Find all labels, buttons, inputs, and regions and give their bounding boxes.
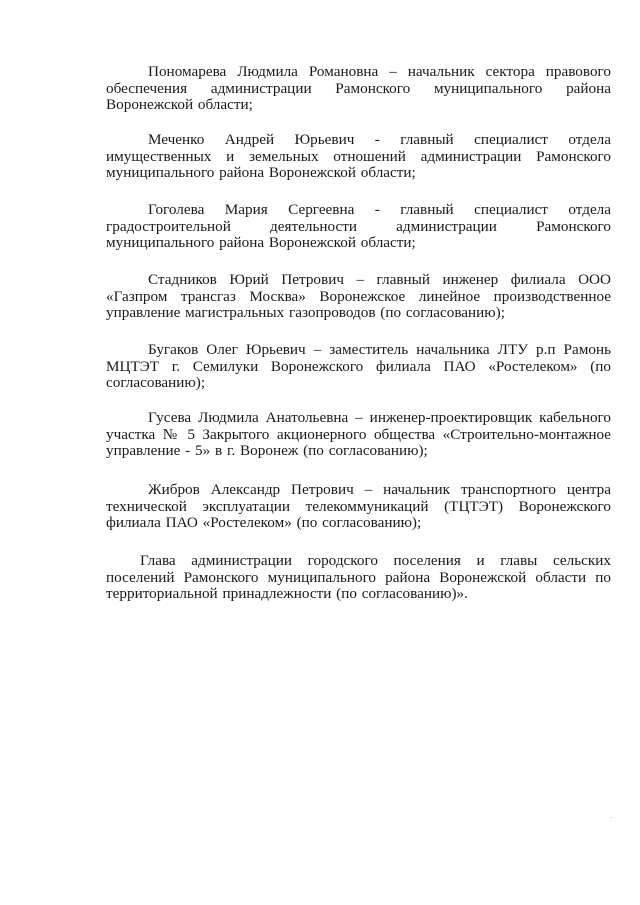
member-stadnikov: Стадников Юрий Петрович – главный инженер филиала ООО «Газпром трансгаз Москва» Воронежское линейное производственное управление магистральных газопроводов (по согласованию); [106, 271, 611, 321]
scan-artifact-dot [611, 817, 612, 818]
member-guseva: Гусева Людмила Анатольевна – инженер-проектировщик кабельного участка № 5 Закрытого акционерного общества «Строительно-монтажное управление - 5» в г. Воронеж (по согласованию); [106, 409, 611, 459]
member-mechenko: Меченко Андрей Юрьевич - главный специалист отдела имущественных и земельных отношений администрации Рамонского муниципального района Воронежской области; [106, 131, 611, 181]
member-ponomareva: Пономарева Людмила Романовна – начальник сектора правового обеспечения администрации Рамонского муниципального района Воронежской области; [106, 63, 611, 113]
member-settlement-heads: Глава администрации городского поселения и главы сельских поселений Рамонского муниципального района Воронежской области по территориальной принадлежности (по согласованию)». [106, 552, 611, 602]
member-gogoleva: Гоголева Мария Сергеевна - главный специалист отдела градостроительной деятельности администрации Рамонского муниципального района Воронежской области; [106, 201, 611, 251]
member-bugakov: Бугаков Олег Юрьевич – заместитель начальника ЛТУ р.п Рамонь МЦТЭТ г. Семилуки Воронежского филиала ПАО «Ростелеком» (по согласованию); [106, 341, 611, 391]
member-zhibrov: Жибров Александр Петрович – начальник транспортного центра технической эксплуатации телекоммуникаций (ТЦТЭТ) Воронежского филиала ПАО «Ростелеком» (по согласованию); [106, 481, 611, 531]
